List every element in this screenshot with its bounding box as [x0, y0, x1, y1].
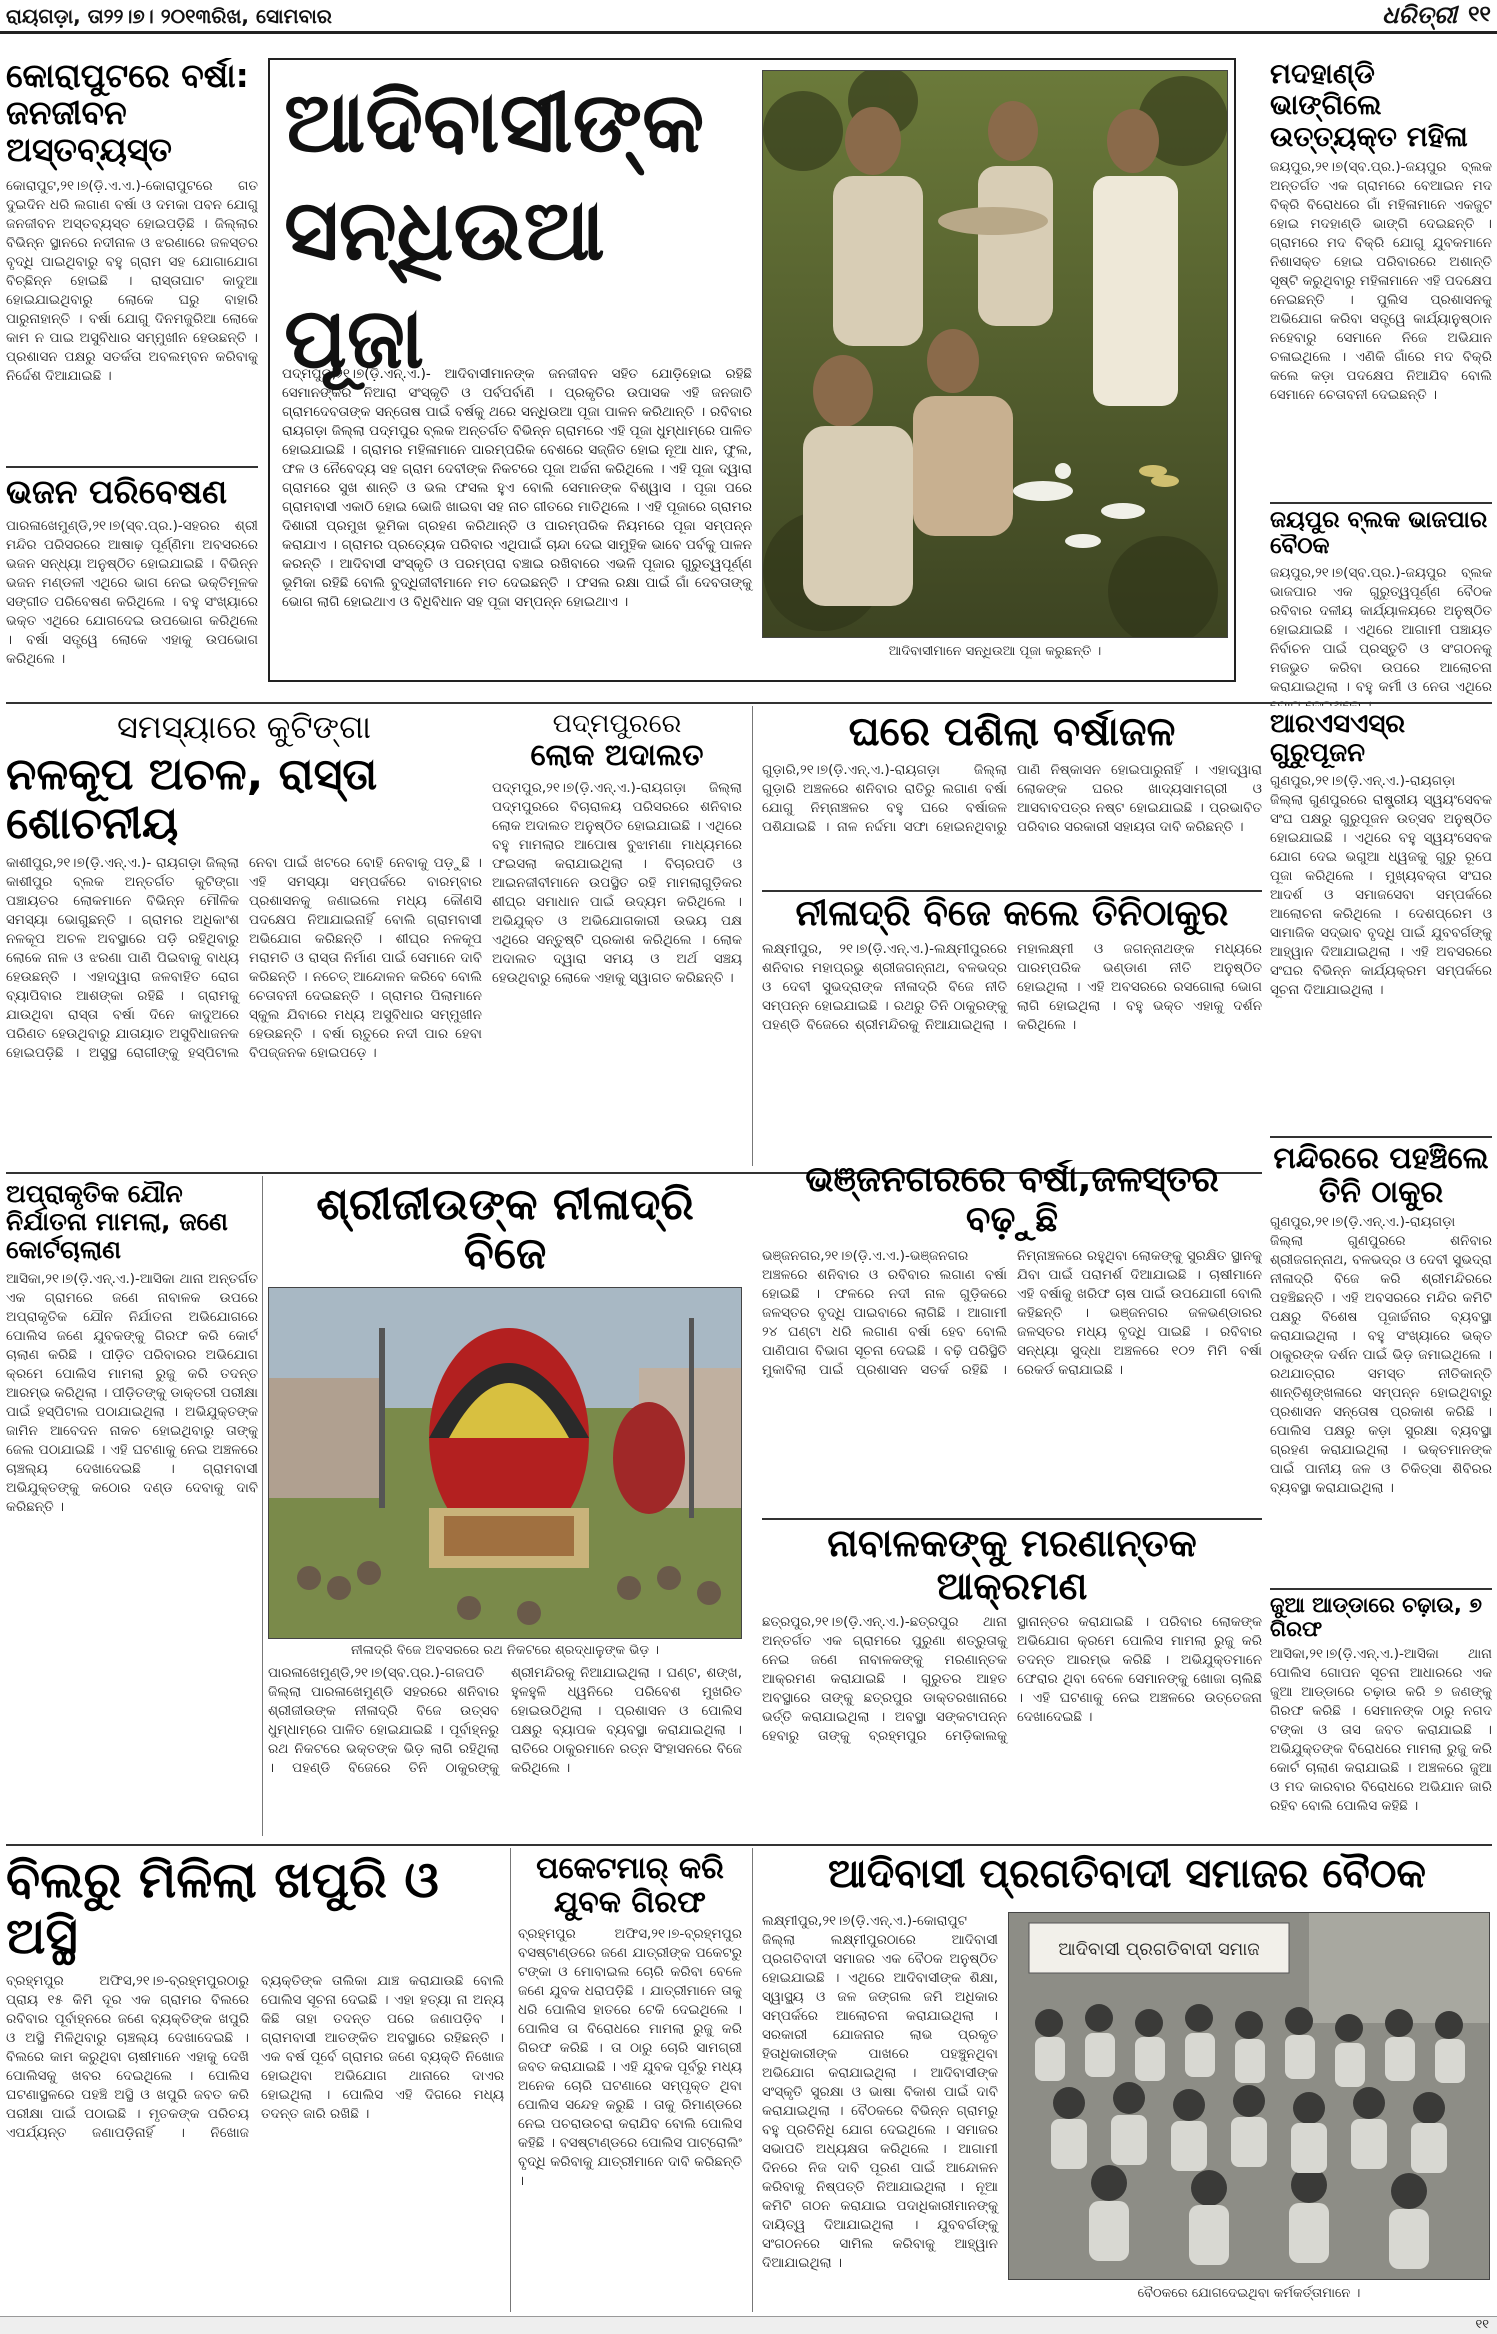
chariot-image: [269, 1288, 742, 1639]
headline: ଅପ୍ରାକୃତିକ ଯୌନ ନିର୍ଯାତନା ମାମଲା, ଜଣେ କୋର୍ଟଚାଲାଣ: [6, 1180, 228, 1264]
article-barsha-jala: [762, 710, 1262, 886]
article-adivasi-samaj: [762, 1852, 1492, 2314]
article-body: ଗୁଡ଼ାରି,୨୧।୭(ଡ଼ି.ଏନ୍.ଏ.)-ରାୟଗଡ଼ା ଜିଲ୍ଲା ଗୁଡ଼ାରି ଅଞ୍ଚଳରେ ଶନିବାର ରାତିରୁ ଲଗାଣ ବର୍ଷା ଯୋଗୁ ନିମ୍ନାଞ୍ଚଳର ବହୁ ଘରେ ବର୍ଷାଜଳ ପଶିଯାଇଛି । ନାଳ ନର୍ଦ୍ଦମା ସଫା ହୋଇନଥିବାରୁ ପାଣି ନିଷ୍କାସନ ହୋଇପାରୁନାହିଁ । ଏହାଦ୍ୱାରା ଲୋକଙ୍କ ଘରର ଖାଦ୍ୟସାମଗ୍ରୀ ଓ ଆସବାବପତ୍ର ନଷ୍ଟ ହୋଇଯାଇଛି । ପ୍ରଭାବିତ ପରିବାର ସରକାରୀ ସହାୟତା ଦାବି କରିଛନ୍ତି ।: [762, 761, 1262, 835]
article-bhanjanagar: [762, 1160, 1262, 1514]
headline: ଘରେ ପଶିଲା ବର୍ଷାଜଳ: [848, 710, 1176, 755]
article-yauna: [6, 1180, 258, 1838]
article-pocketmar: [518, 1852, 742, 2314]
article-body: ଛତ୍ରପୁର,୨୧।୭(ଡ଼ି.ଏନ୍.ଏ.)-ଛତ୍ରପୁର ଥାନା ଅନ୍ତର୍ଗତ ଏକ ଗ୍ରାମରେ ପୁରୁଣା ଶତ୍ରୁତାକୁ ନେଇ ଜଣେ ନାବାଳକଙ୍କୁ ମରଣାନ୍ତକ ଆକ୍ରମଣ କରାଯାଇଛି । ଗୁରୁତର ଆହତ ଅବସ୍ଥାରେ ତାଙ୍କୁ ଛତ୍ରପୁର ଡାକ୍ତରଖାନାରେ ଭର୍ତ୍ତି କରାଯାଇଥିଲା । ଅବସ୍ଥା ସଙ୍କଟାପନ୍ନ ହେବାରୁ ତାଙ୍କୁ ବ୍ରହ୍ମପୁର ମେଡ଼ିକାଲକୁ ସ୍ଥାନାନ୍ତର କରାଯାଇଛି । ପରିବାର ଲୋକଙ୍କ ଅଭିଯୋଗ କ୍ରମେ ପୋଲିସ ମାମଲା ରୁଜୁ କରି ତଦନ୍ତ ଆରମ୍ଭ କରିଛି । ଅଭିଯୁକ୍ତମାନେ ଫେରାର ଥିବା ବେଳେ ସେମାନଙ୍କୁ ଖୋଜା ଚାଲିଛି । ଏହି ଘଟଣାକୁ ନେଇ ଅଞ୍ଚଳରେ ଉତ୍ତେଜନା ଦେଖାଦେଇଛି ।: [762, 1614, 1262, 1745]
lead-caption: ଆଦିବାସୀମାନେ ସନ୍ଧିଉଆ ପୂଜା କରୁଛନ୍ତି ।: [888, 644, 1102, 659]
date-line: ରାୟଗଡ଼ା, ତା୨୨।୭। ୨୦୧୩ରିଖ, ସୋମବାର: [6, 4, 332, 28]
article-body: ଆସିକା,୨୧।୭(ଡ଼ି.ଏନ୍.ଏ.)-ଆସିକା ଥାନା ଅନ୍ତର୍ଗତ ଏକ ଗ୍ରାମରେ ଜଣେ ନାବାଳକ ଉପରେ ଅପ୍ରାକୃତିକ ଯୌନ ନିର୍ଯାତନା ଅଭିଯୋଗରେ ପୋଲିସ ଜଣେ ଯୁବକଙ୍କୁ ଗିରଫ କରି କୋର୍ଟ ଚାଲାଣ କରିଛି । ପୀଡ଼ିତ ପରିବାରର ଅଭିଯୋଗ କ୍ରମେ ପୋଲିସ ମାମଲା ରୁଜୁ କରି ତଦନ୍ତ ଆରମ୍ଭ କରିଥିଲା । ପୀଡ଼ିତଙ୍କୁ ଡାକ୍ତରୀ ପରୀକ୍ଷା ପାଇଁ ହସ୍ପିଟାଲ ପଠାଯାଇଥିଲା । ଅଭିଯୁକ୍ତଙ୍କ ଜାମିନ ଆବେଦନ ନାକଚ ହୋଇଥିବାରୁ ତାଙ୍କୁ ଜେଲ ପଠାଯାଇଛି । ଏହି ଘଟଣାକୁ ନେଇ ଅଞ୍ଚଳରେ ଚାଞ୍ଚଲ୍ୟ ଦେଖାଦେଇଛି । ଗ୍ରାମବାସୀ ଅଭିଯୁକ୍ତଙ୍କୁ କଠୋର ଦଣ୍ଡ ଦେବାକୁ ଦାବି କରିଛନ୍ତି ।: [6, 1271, 258, 1515]
headline: ଆଦିବାସୀ ପ୍ରଗତିବାଦୀ ସମାଜର ବୈଠକ: [828, 1852, 1426, 1897]
headline: ନୀଳାଦ୍ରି ବିଜେ କଲେ ତିନିଠାକୁର: [795, 894, 1229, 934]
photo-caption: ନୀଳାଦ୍ରି ବିଜେ ଅବସରରେ ରଥ ନିକଟରେ ଶ୍ରଦ୍ଧାଳୁଙ୍କ ଭିଡ଼ ।: [351, 1642, 659, 1658]
article-body: ଲକ୍ଷ୍ମୀପୁର,୨୧।୭(ଡ଼ି.ଏନ୍.ଏ.)-କୋରାପୁଟ ଜିଲ୍ଲା ଲକ୍ଷ୍ମୀପୁରଠାରେ ଆଦିବାସୀ ପ୍ରଗତିବାଦୀ ସମାଜର ଏକ ବୈଠକ ଅନୁଷ୍ଠିତ ହୋଇଯାଇଛି । ଏଥିରେ ଆଦିବାସୀଙ୍କ ଶିକ୍ଷା, ସ୍ୱାସ୍ଥ୍ୟ ଓ ଜଳ ଜଙ୍ଗଲ ଜମି ଅଧିକାର ସମ୍ପର୍କରେ ଆଲୋଚନା କରାଯାଇଥିଲା । ସରକାରୀ ଯୋଜନାର ଲାଭ ପ୍ରକୃତ ହିତାଧିକାରୀଙ୍କ ପାଖରେ ପହଞ୍ଚୁନଥିବା ଅଭିଯୋଗ କରାଯାଇଥିଲା । ଆଦିବାସୀଙ୍କ ସଂସ୍କୃତି ସୁରକ୍ଷା ଓ ଭାଷା ବିକାଶ ପାଇଁ ଦାବି କରାଯାଇଥିଲା । ବୈଠକରେ ବିଭିନ୍ନ ଗ୍ରାମରୁ ବହୁ ପ୍ରତିନିଧି ଯୋଗ ଦେଇଥିଲେ । ସମାଜର ସଭାପତି ଅଧ୍ୟକ୍ଷତା କରିଥିଲେ । ଆଗାମୀ ଦିନରେ ନିଜ ଦାବି ପୂରଣ ପାଇଁ ଆନ୍ଦୋଳନ କରିବାକୁ ନିଷ୍ପତ୍ତି ନିଆଯାଇଥିଲା । ନୂଆ କମିଟି ଗଠନ କରାଯାଇ ପଦାଧିକାରୀମାନଙ୍କୁ ଦାୟିତ୍ୱ ଦିଆଯାଇଥିଲା । ଯୁବବର୍ଗଙ୍କୁ ସଂଗଠନରେ ସାମିଲ କରିବାକୁ ଆହ୍ୱାନ ଦିଆଯାଇଥିଲା ।: [762, 1913, 998, 2271]
photo-caption: ବୈଠକରେ ଯୋଗଦେଇଥିବା କର୍ମକର୍ତ୍ତାମାନେ ।: [1137, 2286, 1361, 2301]
article-madhahandi: [1270, 58, 1492, 498]
meeting-photo: [1008, 1912, 1490, 2280]
page-header: [0, 0, 1497, 34]
footer-page-number: ୧୧: [1475, 2317, 1489, 2332]
article-koraput: [6, 58, 258, 460]
lead-body: ପଦ୍ମପୁର,୨୧।୭(ଡ଼ି.ଏନ୍.ଏ.)- ଆଦିବାସୀମାନଙ୍କ ଜନଜୀବନ ସହିତ ଯୋଡ଼ିହୋଇ ରହିଛି ସେମାନଙ୍କର ନିଆରା ସଂସ୍କୃତି ଓ ପର୍ବପର୍ବାଣି । ପ୍ରକୃତିର ଉପାସକ ଏହି ଜନଜାତି ଗ୍ରାମଦେବତାଙ୍କ ସନ୍ତୋଷ ପାଇଁ ବର୍ଷକୁ ଥରେ ସନ୍ଧିଉଆ ପୂଜା ପାଳନ କରିଥାନ୍ତି । ରବିବାର ରାୟଗଡ଼ା ଜିଲ୍ଲା ପଦ୍ମପୁର ବ୍ଲକ ଅନ୍ତର୍ଗତ ବିଭିନ୍ନ ଗ୍ରାମରେ ଏହି ପୂଜା ଧୁମ୍‌ଧାମ୍‌ରେ ପାଳିତ ହୋଇଯାଇଛି । ଗ୍ରାମର ମହିଳାମାନେ ପାରମ୍ପରିକ ବେଶରେ ସଜ୍ଜିତ ହୋଇ ନୂଆ ଧାନ, ଫୁଲ, ଫଳ ଓ ନୈବେଦ୍ୟ ସହ ଗ୍ରାମ ଦେବୀଙ୍କ ନିକଟରେ ପୂଜା ଅର୍ଚ୍ଚନା କରିଥିଲେ । ଏହି ପୂଜା ଦ୍ୱାରା ଗ୍ରାମରେ ସୁଖ ଶାନ୍ତି ଓ ଭଲ ଫସଲ ହୁଏ ବୋଲି ସେମାନଙ୍କ ବିଶ୍ୱାସ । ପୂଜା ପରେ ଗ୍ରାମବାସୀ ଏକାଠି ହୋଇ ଭୋଜି ଖାଇବା ସହ ନାଚ ଗୀତରେ ମାତିଥିଲେ । ଏହି ପୂଜାରେ ଗ୍ରାମର ଦିଶାରୀ ପ୍ରମୁଖ ଭୂମିକା ଗ୍ରହଣ କରିଥାନ୍ତି ଓ ପାରମ୍ପରିକ ନିୟମରେ ପୂଜା ସମ୍ପନ୍ନ କରାଯାଏ । ଗ୍ରାମର ପ୍ରତ୍ୟେକ ପରିବାର ଏଥିପାଇଁ ଚାନ୍ଦା ଦେଇ ସାମୁହିକ ଭାବେ ପର୍ବକୁ ପାଳନ କରନ୍ତି । ଆଦିବାସୀ ସଂସ୍କୃତି ଓ ପରମ୍ପରା ବଞ୍ଚାଇ ରଖିବାରେ ଏଭଳି ପୂଜାର ଗୁରୁତ୍ୱପୂର୍ଣ୍ଣ ଭୂମିକା ରହିଛି ବୋଲି ବୁଦ୍ଧିଜୀବୀମାନେ ମତ ଦେଇଛନ୍ତି । ଫସଲ ରକ୍ଷା ପାଇଁ ଗାଁ ଦେବତାଙ୍କୁ ଭୋଗ ଲାଗି ହୋଇଥାଏ ଓ ବିଧିବିଧାନ ସହ ପୂଜା ସମ୍ପନ୍ନ ହୋଇଥାଏ ।: [282, 366, 752, 610]
headline: କୋରାପୁଟରେ ବର୍ଷା: ଜନଜୀବନ ଅସ୍ତବ୍ୟସ୍ତ: [6, 58, 249, 169]
article-body: ଭଞ୍ଜନଗର,୨୧।୭(ଡ଼ି.ଏ.ଏ.)-ଭଞ୍ଜନଗର ଅଞ୍ଚଳରେ ଶନିବାର ଓ ରବିବାର ଲଗାଣ ବର୍ଷା ହୋଇଛି । ଫଳରେ ନଦୀ ନାଳ ଗୁଡ଼ିକରେ ଜଳସ୍ତର ବୃଦ୍ଧି ପାଇବାରେ ଲାଗିଛି । ଆଗାମୀ ୨୪ ଘଣ୍ଟା ଧରି ଲଗାଣ ବର୍ଷା ହେବ ବୋଲି ପାଣିପାଗ ବିଭାଗ ସୂଚନା ଦେଇଛି । ବଢ଼ି ପରିସ୍ଥିତି ମୁକାବିଲା ପାଇଁ ପ୍ରଶାସନ ସତର୍କ ରହିଛି । ନିମ୍ନାଞ୍ଚଳରେ ରହୁଥିବା ଲୋକଙ୍କୁ ସୁରକ୍ଷିତ ସ୍ଥାନକୁ ଯିବା ପାଇଁ ପରାମର୍ଶ ଦିଆଯାଇଛି । ଚାଷୀମାନେ ଏହି ବର୍ଷାକୁ ଖରିଫ ଚାଷ ପାଇଁ ଉପଯୋଗୀ ବୋଲି କହିଛନ୍ତି । ଭଞ୍ଜନଗର ଜଳଭଣ୍ଡାରର ଜଳସ୍ତର ମଧ୍ୟ ବୃଦ୍ଧି ପାଇଛି । ରବିବାର ସନ୍ଧ୍ୟା ସୁଦ୍ଧା ଅଞ୍ଚଳରେ ୧୦୨ ମିମି ବର୍ଷା ରେକର୍ଡ କରାଯାଇଛି ।: [762, 1247, 1262, 1378]
article-lok-adalat: [492, 710, 742, 1170]
headline: ଭଞ୍ଜନଗରରେ ବର୍ଷା,ଜଳସ୍ତର ବଢ଼ୁଛି: [805, 1160, 1219, 1241]
headline: ଆରଏସଏସ୍‌ର ଗୁରୁପୂଜନ: [1270, 710, 1406, 769]
article-nilachakra: [762, 894, 1262, 1144]
article-body: ଜୟପୁର,୨୧।୭(ସ୍ବ.ପ୍ର.)-ଜୟପୁର ବ୍ଲକ ଅନ୍ତର୍ଗତ ଏକ ଗ୍ରାମରେ ବେଆଇନ ମଦ ବିକ୍ରି ବିରୋଧରେ ଗାଁ ମହିଳାମାନେ ଏକଜୁଟ ହୋଇ ମଦହାଣ୍ଡି ଭାଙ୍ଗି ଦେଇଛନ୍ତି । ଗ୍ରାମରେ ମଦ ବିକ୍ରି ଯୋଗୁ ଯୁବକମାନେ ନିଶାସକ୍ତ ହୋଇ ପରିବାରରେ ଅଶାନ୍ତି ସୃଷ୍ଟି କରୁଥିବାରୁ ମହିଳାମାନେ ଏହି ପଦକ୍ଷେପ ନେଇଛନ୍ତି । ପୁଲିସ ପ୍ରଶାସନକୁ ଅଭିଯୋଗ କରିବା ସତ୍ତ୍ୱେ କାର୍ଯ୍ୟାନୁଷ୍ଠାନ ନହେବାରୁ ସେମାନେ ନିଜେ ଅଭିଯାନ ଚଳାଇଥିଲେ । ଏଣିକି ଗାଁରେ ମଦ ବିକ୍ରି କଲେ କଡ଼ା ପଦକ୍ଷେପ ନିଆଯିବ ବୋଲି ସେମାନେ ଚେତାବନୀ ଦେଇଛନ୍ତି ।: [1270, 159, 1492, 404]
lead-photo: [762, 70, 1228, 638]
headline: ପକେଟମାର୍ କରି ଯୁବକ ଗିରଫ: [536, 1852, 724, 1920]
article-body: ଲକ୍ଷ୍ମୀପୁର, ୨୧।୭(ଡ଼ି.ଏନ୍.ଏ.)-ଲକ୍ଷ୍ମୀପୁରରେ ଶନିବାର ମହାପ୍ରଭୁ ଶ୍ରୀଜଗନ୍ନାଥ, ବଳଭଦ୍ର ଓ ଦେବୀ ସୁଭଦ୍ରାଙ୍କ ନୀଳାଦ୍ରି ବିଜେ ନୀତି ସମ୍ପନ୍ନ ହୋଇଯାଇଛି । ରଥରୁ ତିନି ଠାକୁରଙ୍କୁ ପହଣ୍ଡି ବିଜେରେ ଶ୍ରୀମନ୍ଦିରକୁ ନିଆଯାଇଥିଲା । ମହାଲକ୍ଷ୍ମୀ ଓ ଜଗନ୍ନାଥଙ୍କ ମଧ୍ୟରେ ପାରମ୍ପରିକ ଭଣ୍ଡାଣ ନୀତି ଅନୁଷ୍ଠିତ ହୋଇଥିଲା । ଏହି ଅବସରରେ ରସଗୋଲା ଭୋଗ ଲାଗି ହୋଇଥିଲା । ବହୁ ଭକ୍ତ ଏହାକୁ ଦର୍ଶନ କରିଥିଲେ ।: [762, 941, 1262, 1034]
article-body: ବ୍ରହ୍ମପୁର ଅଫିସ,୨୧।୭-ବ୍ରହ୍ମପୁରଠାରୁ ପ୍ରାୟ ୧୫ କିମି ଦୂର ଏକ ଗ୍ରାମର ବିଲରେ ରବିବାର ପୂର୍ବାହ୍ନରେ ଜଣେ ବ୍ୟକ୍ତିଙ୍କ ଖପୁରି ଓ ଅସ୍ଥି ମିଳିଥିବାରୁ ଚାଞ୍ଚଲ୍ୟ ଦେଖାଦେଇଛି । ବିଲରେ କାମ କରୁଥିବା ଚାଷୀମାନେ ଏହାକୁ ଦେଖି ପୋଲିସକୁ ଖବର ଦେଇଥିଲେ । ପୋଲିସ ଘଟଣାସ୍ଥଳରେ ପହଞ୍ଚି ଅସ୍ଥି ଓ ଖପୁରି ଜବତ କରି ପରୀକ୍ଷା ପାଇଁ ପଠାଇଛି । ମୃତକଙ୍କ ପରିଚୟ ଏପର୍ଯ୍ୟନ୍ତ ଜଣାପଡ଼ିନାହିଁ । ନିଖୋଜ ବ୍ୟକ୍ତିଙ୍କ ତାଲିକା ଯାଞ୍ଚ କରାଯାଉଛି ବୋଲି ପୋଲିସ ସୂଚନା ଦେଇଛି । ଏହା ହତ୍ୟା ନା ଅନ୍ୟ କିଛି ତାହା ତଦନ୍ତ ପରେ ଜଣାପଡ଼ିବ । ଗ୍ରାମବାସୀ ଆତଙ୍କିତ ଅବସ୍ଥାରେ ରହିଛନ୍ତି । ଏକ ବର୍ଷ ପୂର୍ବେ ଗ୍ରାମର ଜଣେ ବ୍ୟକ୍ତି ନିଖୋଜ ହୋଇଥିବା ଅଭିଯୋଗ ଥାନାରେ ଦାଏର ହୋଇଥିଲା । ପୋଲିସ ଏହି ଦିଗରେ ମଧ୍ୟ ତଦନ୍ତ ଜାରି ରଖିଛି ।: [6, 1973, 504, 2141]
lead-story: [268, 58, 1236, 682]
headline: ଭଜନ ପରିବେଷଣ: [6, 474, 228, 511]
headline: ଶ୍ରୀଜୀଉଙ୍କ ନୀଳାଦ୍ରି ବିଜେ: [316, 1180, 694, 1280]
article-body: ପାରଳାଖେମୁଣ୍ଡି,୨୧।୭(ସ୍ବ.ପ୍ର.)-ସହରର ଶ୍ରୀ ମନ୍ଦିର ପରିସରରେ ଆଷାଢ଼ ପୂର୍ଣ୍ଣିମା ଅବସରରେ ଭଜନ ସନ୍ଧ୍ୟା ଅନୁଷ୍ଠିତ ହୋଇଯାଇଛି । ବିଭିନ୍ନ ଭଜନ ମଣ୍ଡଳୀ ଏଥିରେ ଭାଗ ନେଇ ଭକ୍ତିମୂଳକ ସଙ୍ଗୀତ ପରିବେଷଣ କରିଥିଲେ । ବହୁ ସଂଖ୍ୟାରେ ଭକ୍ତ ଏଥିରେ ଯୋଗଦେଇ ଉପଭୋଗ କରିଥିଲେ । ବର୍ଷା ସତ୍ତ୍ୱେ ଲୋକେ ଏହାକୁ ଉପଭୋଗ କରିଥିଲେ ।: [6, 517, 258, 667]
page-number: ୧୧: [1468, 2, 1491, 27]
headline: ଲୋକ ଅଦାଲତ: [530, 738, 704, 774]
article-bilaru: [6, 1852, 504, 2314]
headline: ବିଲରୁ ମିଳିଲା ଖପୁରି ଓ ଅସ୍ଥି: [6, 1852, 439, 1965]
article-mandir: [1270, 1142, 1492, 1584]
article-jaypur: [1270, 508, 1492, 706]
article-body: ଜୟପୁର,୨୧।୭(ସ୍ବ.ପ୍ର.)-ଜୟପୁର ବ୍ଲକ ଭାଜପାର ଏକ ଗୁରୁତ୍ୱପୂର୍ଣ୍ଣ ବୈଠକ ରବିବାର ଦଳୀୟ କାର୍ଯ୍ୟାଳୟରେ ଅନୁଷ୍ଠିତ ହୋଇଯାଇଛି । ଏଥିରେ ଆଗାମୀ ପଞ୍ଚାୟତ ନିର୍ବାଚନ ପାଇଁ ପ୍ରସ୍ତୁତି ଓ ସଂଗଠନକୁ ମଜଭୁତ କରିବା ଉପରେ ଆଲୋଚନା କରାଯାଇଥିଲା । ବହୁ କର୍ମୀ ଓ ନେତା ଏଥିରେ: [1270, 564, 1492, 695]
article-nabalak: [762, 1522, 1262, 1838]
meeting-image: [1009, 1913, 1490, 2280]
article-body: କାଶୀପୁର,୨୧।୭(ଡ଼ି.ଏନ୍.ଏ.)- ରାୟଗଡ଼ା ଜିଲ୍ଲା କାଶୀପୁର ବ୍ଲକ ଅନ୍ତର୍ଗତ କୁଟିଙ୍ଗା ପଞ୍ଚାୟତର ଲୋକମାନେ ବିଭିନ୍ନ ମୌଳିକ ସମସ୍ୟା ଭୋଗୁଛନ୍ତି । ଗ୍ରାମର ଅଧିକାଂଶ ନଳକୂପ ଅଚଳ ଅବସ୍ଥାରେ ପଡ଼ି ରହିଥିବାରୁ ଲୋକେ ନାଳ ଓ ଝରଣା ପାଣି ପିଇବାକୁ ବାଧ୍ୟ ହେଉଛନ୍ତି । ଏହାଦ୍ୱାରା ଜଳବାହିତ ରୋଗ ବ୍ୟାପିବାର ଆଶଙ୍କା ରହିଛି । ଗ୍ରାମକୁ ଯାଉଥିବା ରାସ୍ତା ବର୍ଷା ଦିନେ କାଦୁଅରେ ପରିଣତ ହେଉଥିବାରୁ ଯାତାୟାତ ଅସୁବିଧାଜନକ ହୋଇପଡ଼ିଛି । ଅସୁସ୍ଥ ରୋଗୀଙ୍କୁ ହସ୍ପିଟାଲ ନେବା ପାଇଁ ଖଟରେ ବୋହି ନେବାକୁ ପଡ଼ୁଛି । ଏହି ସମସ୍ୟା ସମ୍ପର୍କରେ ବାରମ୍ବାର ପ୍ରଶାସନକୁ ଜଣାଇଲେ ମଧ୍ୟ କୌଣସି ପଦକ୍ଷେପ ନିଆଯାଇନାହିଁ ବୋଲି ଗ୍ରାମବାସୀ ଅଭିଯୋଗ କରିଛନ୍ତି । ଶୀଘ୍ର ନଳକୂପ ମରାମତି ଓ ରାସ୍ତା ନିର୍ମାଣ ପାଇଁ ସେମାନେ ଦାବି କରିଛନ୍ତି । ନଚେତ୍ ଆନ୍ଦୋଳନ କରିବେ ବୋଲି ଚେତାବନୀ ଦେଇଛନ୍ତି । ଗ୍ରାମର ପିଲାମାନେ ସ୍କୁଲ ଯିବାରେ ମଧ୍ୟ ଅସୁବିଧାର ସମ୍ମୁଖୀନ ହେଉଛନ୍ତି । ବର୍ଷା ଋତୁରେ ନଦୀ ପାର ହେବା ବିପଜ୍ଜନକ ହୋଇପଡ଼େ ।: [6, 855, 482, 1062]
headline: ଜୁଆ ଆଡ୍ଡାରେ ଚଢ଼ାଉ, ୭ ଗିରଫ: [1270, 1594, 1483, 1641]
paper-name: ଧରିତ୍ରୀ: [1382, 1, 1457, 29]
article-samasya: [6, 710, 482, 1170]
headline: ନାବାଳକଙ୍କୁ ମରଣାନ୍ତକ ଆକ୍ରମଣ: [827, 1522, 1197, 1608]
page-footer: [0, 2316, 1497, 2334]
article-body: ଗୁଣପୁର,୨୧।୭(ଡ଼ି.ଏନ୍.ଏ.)-ରାୟଗଡ଼ା ଜିଲ୍ଲା ଗୁଣପୁରରେ ଶନିବାର ଶ୍ରୀଜଗନ୍ନାଥ, ବଳଭଦ୍ର ଓ ଦେବୀ ସୁଭଦ୍ରା ନୀଳାଦ୍ରି ବିଜେ କରି ଶ୍ରୀମନ୍ଦିରରେ ପହଞ୍ଚିଛନ୍ତି । ଏହି ଅବସରରେ ମନ୍ଦିର କମିଟି ପକ୍ଷରୁ ବିଶେଷ ପୂଜାର୍ଚ୍ଚନାର ବ୍ୟବସ୍ଥା କରାଯାଇଥିଲା । ବହୁ ସଂଖ୍ୟାରେ ଭକ୍ତ ଠାକୁରଙ୍କ ଦର୍ଶନ ପାଇଁ ଭିଡ଼ ଜମାଇଥିଲେ । ରଥଯାତ୍ରାର ସମସ୍ତ ନୀତିକାନ୍ତି ଶାନ୍ତିଶୃଙ୍ଖଳାରେ ସମ୍ପନ୍ନ ହୋଇଥିବାରୁ ପ୍ରଶାସନ ସନ୍ତୋଷ ପ୍ରକାଶ କରିଛି । ପୋଲିସ ପକ୍ଷରୁ କଡ଼ା ସୁରକ୍ଷା ବ୍ୟବସ୍ଥା ଗ୍ରହଣ କରାଯାଇଥିଲା । ଭକ୍ତମାନଙ୍କ ପାଇଁ ପାନୀୟ ଜଳ ଓ ଚିକିତ୍ସା ଶିବିରର ବ୍ୟବସ୍ଥା କରାଯାଇଥିଲା ।: [1270, 1214, 1492, 1497]
article-body: ପଦ୍ମପୁର,୨୧।୭(ଡ଼ି.ଏନ୍.ଏ.)-ରାୟଗଡ଼ା ଜିଲ୍ଲା ପଦ୍ମପୁରରେ ବିଚାରାଳୟ ପରିସରରେ ଶନିବାର ଲୋକ ଅଦାଲତ ଅନୁଷ୍ଠିତ ହୋଇଯାଇଛି । ଏଥିରେ ବହୁ ମାମଲାର ଆପୋଷ ବୁଝାମଣା ମାଧ୍ୟମରେ ଫଇସଲା କରାଯାଇଥିଲା । ବିଚାରପତି ଓ ଆଇନଜୀବୀମାନେ ଉପସ୍ଥିତ ରହି ମାମଲାଗୁଡ଼ିକର ଶୀଘ୍ର ସମାଧାନ ପାଇଁ ଉଦ୍ୟମ କରିଥିଲେ । ଅଭିଯୁକ୍ତ ଓ ଅଭିଯୋଗକାରୀ ଉଭୟ ପକ୍ଷ ଏଥିରେ ସନ୍ତୁଷ୍ଟି ପ୍ରକାଶ କରିଥିଲେ । ଲୋକ ଅଦାଲତ ଦ୍ୱାରା ସମୟ ଓ ଅର୍ଥ ସଞ୍ଚୟ ହେଉଥିବାରୁ ଲୋକେ ଏହାକୁ ସ୍ୱାଗତ କରିଛନ୍ତି ।: [492, 779, 742, 986]
chariot-photo: [268, 1287, 742, 1639]
headline: ଜୟପୁର ବ୍ଲକ ଭାଜପାର ବୈଠକ: [1270, 508, 1488, 559]
article-srijiu: [268, 1180, 742, 1838]
banner-text: ଆଦିବାସୀ ପ୍ରଗତିବାଦୀ ସମାଜ: [1058, 1939, 1260, 1960]
kicker: ସମସ୍ୟାରେ କୁଟିଙ୍ଗା: [116, 710, 371, 746]
article-body: ବ୍ରହ୍ମପୁର ଅଫିସ,୨୧।୭-ବ୍ରହ୍ମପୁର ବସଷ୍ଟାଣ୍ଡରେ ଜଣେ ଯାତ୍ରୀଙ୍କ ପକେଟରୁ ଟଙ୍କା ଓ ମୋବାଇଲ ଚୋରି କରିବା ବେଳେ ଜଣେ ଯୁବକ ଧରାପଡ଼ିଛି । ଯାତ୍ରୀମାନେ ତାକୁ ଧରି ପୋଲିସ ହାତରେ ଟେକି ଦେଇଥିଲେ । ପୋଲିସ ତା ବିରୋଧରେ ମାମଲା ରୁଜୁ କରି ଗିରଫ କରିଛି । ତା ଠାରୁ ଚୋରି ସାମଗ୍ରୀ ଜବତ କରାଯାଇଛି । ଏହି ଯୁବକ ପୂର୍ବରୁ ମଧ୍ୟ ଅନେକ ଚୋରି ଘଟଣାରେ ସମ୍ପୃକ୍ତ ଥିବା ପୋଲିସ ସନ୍ଦେହ କରୁଛି । ତାକୁ ରିମାଣ୍ଡରେ ନେଇ ପଚରାଉଚରା କରାଯିବ ବୋଲି ପୋଲିସ କହିଛି । ବସଷ୍ଟାଣ୍ଡରେ ପୋଲିସ ପାଟ୍ରୋଲିଂ ବୃଦ୍ଧି କରିବାକୁ ଯାତ୍ରୀମାନେ ଦାବି କରିଛନ୍ତି ।: [518, 1926, 742, 2190]
kicker: ପଦ୍ମପୁରରେ: [552, 710, 682, 739]
article-jua-adda: [1270, 1594, 1492, 1854]
article-bhajan: [6, 474, 258, 694]
headline: ନଳକୂପ ଅଚଳ, ରାସ୍ତା ଶୋଚନୀୟ: [6, 748, 378, 850]
headline: ମଦହାଣ୍ଡି ଭାଙ୍ଗିଲେ ଉତ୍ତ୍ୟକ୍ତ ମହିଳା: [1270, 58, 1468, 153]
article-body: କୋରାପୁଟ,୨୧।୭(ଡ଼ି.ଏ.ଏ.)-କୋରାପୁଟରେ ଗତ ଦୁଇଦିନ ଧରି ଲଗାଣ ବର୍ଷା ଓ ଦମକା ପବନ ଯୋଗୁ ଜନଜୀବନ ଅସ୍ତବ୍ୟସ୍ତ ହୋଇପଡ଼ିଛି । ଜିଲ୍ଲାର ବିଭିନ୍ନ ସ୍ଥାନରେ ନଦୀନାଳ ଓ ଝରଣାରେ ଜଳସ୍ତର ବୃଦ୍ଧି ପାଇଥିବାରୁ ବହୁ ଗ୍ରାମ ସହ ଯୋଗାଯୋଗ ବିଚ୍ଛିନ୍ନ ହୋଇଛି । ରାସ୍ତାଘାଟ କାଦୁଆ ହୋଇଯାଇଥିବାରୁ ଲୋକେ ଘରୁ ବାହାରି ପାରୁନାହାନ୍ତି । ବର୍ଷା ଯୋଗୁ ଦିନମଜୁରିଆ ଲୋକେ କାମ ନ ପାଇ ଅସୁବିଧାର ସମ୍ମୁଖୀନ ହେଉଛନ୍ତି । ପ୍ରଶାସନ ପକ୍ଷରୁ ସତର୍କତା ଅବଲମ୍ବନ କରିବାକୁ ନିର୍ଦ୍ଦେଶ ଦିଆଯାଇଛି ।: [6, 177, 258, 384]
article-body: ଆସିକା,୨୧।୭(ଡ଼ି.ଏନ୍.ଏ.)-ଆସିକା ଥାନା ପୋଲିସ ଗୋପନ ସୂଚନା ଆଧାରରେ ଏକ ଜୁଆ ଆଡ୍ଡାରେ ଚଢ଼ାଉ କରି ୭ ଜଣଙ୍କୁ ଗିରଫ କରିଛି । ସେମାନଙ୍କ ଠାରୁ ନଗଦ ଟଙ୍କା ଓ ତାସ ଜବତ କରାଯାଇଛି । ଅଭିଯୁକ୍ତଙ୍କ ବିରୋଧରେ ମାମଲା ରୁଜୁ କରି କୋର୍ଟ ଚାଲାଣ କରାଯାଇଛି । ଅଞ୍ଚଳରେ ଜୁଆ ଓ ମଦ କାରବାର ବିରୋଧରେ ଅଭିଯାନ ଜାରି ରହିବ ବୋଲି ପୋଲିସ କହିଛି ।: [1270, 1646, 1492, 1815]
headline: ମନ୍ଦିରରେ ପହଞ୍ଚିଲେ ତିନି ଠାକୁର: [1273, 1142, 1489, 1210]
article-body: ପାରଳାଖେମୁଣ୍ଡି,୨୧।୭(ସ୍ବ.ପ୍ର.)-ଗଜପତି ଜିଲ୍ଲା ପାରଳାଖେମୁଣ୍ଡି ସହରରେ ଶନିବାର ଶ୍ରୀଜୀଉଙ୍କ ନୀଳାଦ୍ରି ବିଜେ ଉତ୍ସବ ଧୁମ୍‌ଧାମ୍‌ରେ ପାଳିତ ହୋଇଯାଇଛି । ପୂର୍ବାହ୍ନରୁ ରଥ ନିକଟରେ ଭକ୍ତଙ୍କ ଭିଡ଼ ଲାଗି ରହିଥିଲା । ପହଣ୍ଡି ବିଜେରେ ତିନି ଠାକୁରଙ୍କୁ ଶ୍ରୀମନ୍ଦିରକୁ ନିଆଯାଇଥିଲା । ଘଣ୍ଟ, ଶଙ୍ଖ, ହୁଳହୁଳି ଧ୍ୱନିରେ ପରିବେଶ ମୁଖରିତ ହୋଇଉଠିଥିଲା । ପ୍ରଶାସନ ଓ ପୋଲିସ ପକ୍ଷରୁ ବ୍ୟାପକ ବ୍ୟବସ୍ଥା କରାଯାଇଥିଲା । ରାତିରେ ଠାକୁରମାନେ ରତ୍ନ ସିଂହାସନରେ ବିଜେ କରିଥିଲେ ।: [268, 1664, 742, 1776]
article-rss: [1270, 710, 1492, 1130]
lead-headline: ଆଦିବାସୀଙ୍କ ସନ୍ଧିଉଆ ପୂଜା: [284, 73, 705, 387]
article-body: ଗୁଣପୁର,୨୧।୭(ଡ଼ି.ଏନ୍.ଏ.)-ରାୟଗଡ଼ା ଜିଲ୍ଲା ଗୁଣପୁରରେ ରାଷ୍ଟ୍ରୀୟ ସ୍ୱୟଂସେବକ ସଂଘ ପକ୍ଷରୁ ଗୁରୁପୂଜନ ଉତ୍ସବ ଅନୁଷ୍ଠିତ ହୋଇଯାଇଛି । ଏଥିରେ ବହୁ ସ୍ୱୟଂସେବକ ଯୋଗ ଦେଇ ଭଗୁଆ ଧ୍ୱଜକୁ ଗୁରୁ ରୂପେ ପୂଜା କରିଥିଲେ । ମୁଖ୍ୟବକ୍ତା ସଂଘର ଆଦର୍ଶ ଓ ସମାଜସେବା ସମ୍ପର୍କରେ ଆଲୋଚନା କରିଥିଲେ । ଦେଶପ୍ରେମ ଓ ସାମାଜିକ ସଦ୍‌ଭାବ ବୃଦ୍ଧି ପାଇଁ ଯୁବବର୍ଗଙ୍କୁ ଆହ୍ୱାନ ଦିଆଯାଇଥିଲା । ଏହି ଅବସରରେ ସଂଘର ବିଭିନ୍ନ କାର୍ଯ୍ୟକ୍ରମ ସମ୍ପର୍କରେ ସୂଚନା ଦିଆଯାଇଥିଲା ।: [1270, 773, 1492, 999]
tribal-women-photo: [763, 71, 1228, 638]
